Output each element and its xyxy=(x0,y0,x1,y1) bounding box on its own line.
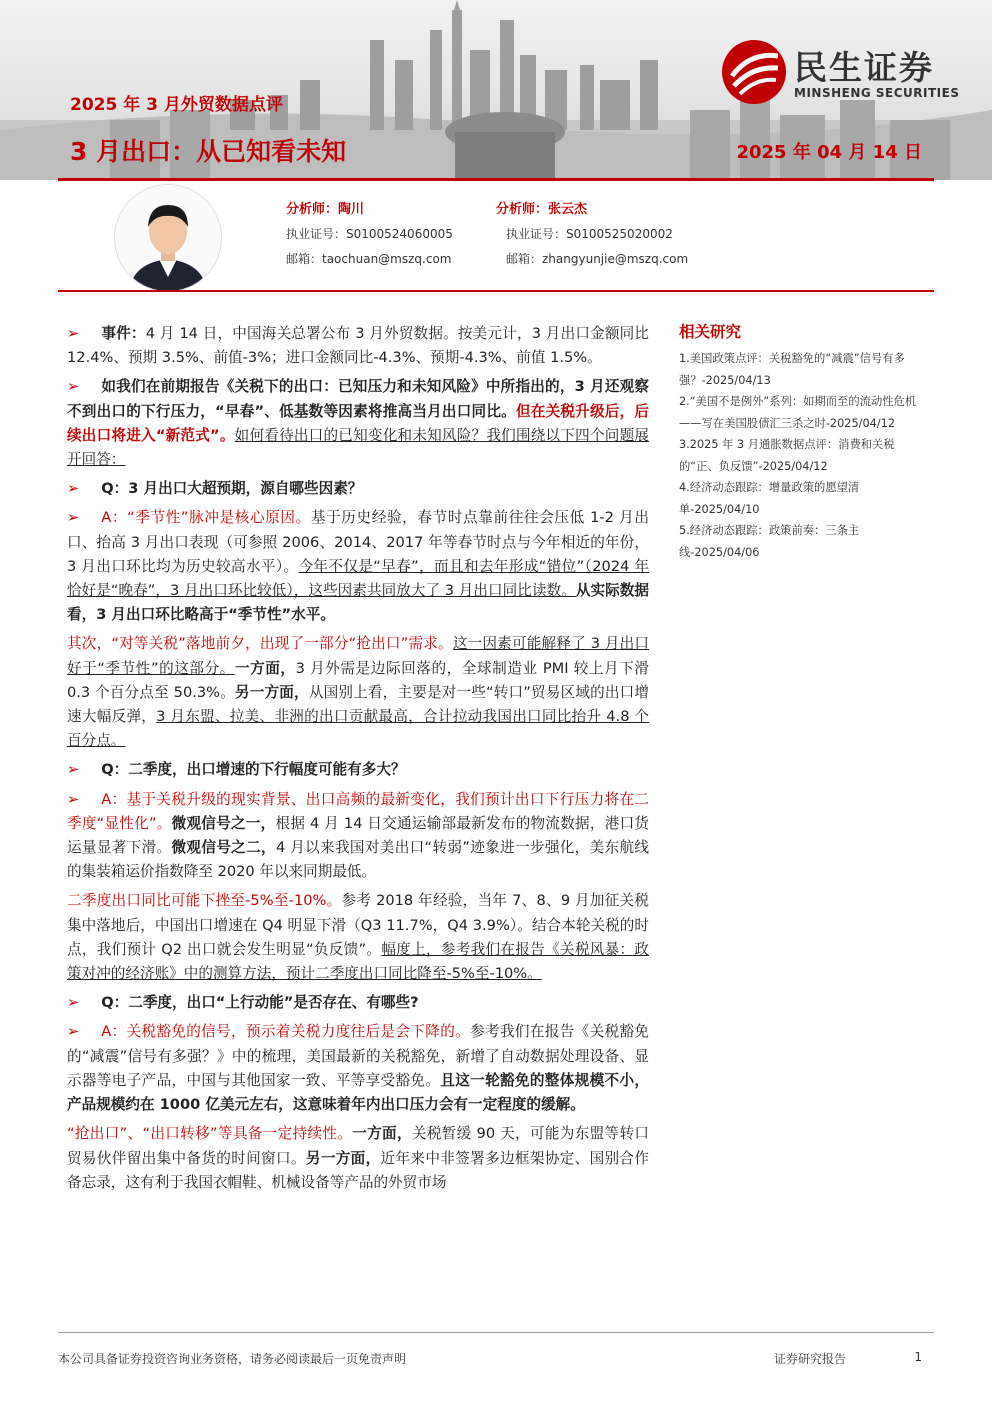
analyst-1-name: 分析师：陶川 xyxy=(286,202,365,217)
arrow-bullet-icon: ➢ xyxy=(67,509,80,527)
answer-1 xyxy=(67,506,649,627)
page-footer xyxy=(58,1332,934,1366)
arrow-bullet-icon: ➢ xyxy=(67,790,80,808)
answer-1b-text-1: 3 月外需是边际回落的，全球制造业 PMI 较上月下滑 0.3 个百分点至 50.3%。 xyxy=(67,659,649,701)
event-lead: 事件： xyxy=(101,325,146,342)
answer-2b-underline: 幅度上，参考我们在报告《关税风暴：政策对冲的经济账》中的测算方法，预计二季度出口同比降至-5%至-10%。 xyxy=(67,940,649,983)
analyst-2-name: 分析师：张云杰 xyxy=(496,202,588,217)
answer-1-text: 基于历史经验，春节时点靠前往往会压低 1-2 月出口、抬高 3 月出口表现（可参照 2006、2014、2017 年等春节时点与今年相近的年份，3 月出口环比均为历史较高水平）。 xyxy=(67,509,649,575)
analyst-2-email[interactable]: 邮箱：zhangyunjie@mszq.com xyxy=(506,252,689,266)
logo-text-en: MINSHENG SECURITIES xyxy=(794,86,960,100)
sidebar-title: 相关研究 xyxy=(679,323,742,341)
logo-text-cn: 民生证券 xyxy=(794,48,934,87)
answer-2-text-2: 4 月以来我国对美出口“转弱”迹象进一步强化，美东航线的集装箱运价指数降至 2020 年以来同期最低。 xyxy=(67,839,649,881)
analyst-1 xyxy=(286,197,453,272)
report-kicker: 2025 年 3 月外贸数据点评 xyxy=(70,95,283,115)
question-1-text: Q：3 月出口大超预期，源自哪些因素？ xyxy=(101,480,363,498)
event-text: 4 月 14 日，中国海关总署公布 3 月外贸数据。按美元计，3 月出口金额同比 12.4%、预期 3.5%、前值-3%；进口金额同比-4.3%、预期-4.3%、前值 1.5%。 xyxy=(67,325,649,367)
answer-2 xyxy=(67,788,649,885)
arrow-bullet-icon: ➢ xyxy=(67,994,80,1012)
answer-1b-red: 其次，“对等关税”落地前夕，出现了一部分“抢出口”需求。 xyxy=(67,635,453,653)
answer-3b-bold-1: 一方面， xyxy=(352,1125,412,1143)
minsheng-logo xyxy=(720,38,970,108)
report-date: 2025 年 04 月 14 日 xyxy=(736,142,922,163)
answer-3-text: 参考我们在报告《关税豁免的“减震”信号有多强？》中的梳理，美国最新的关税豁免，新增了自动数据处理设备、显示器等电子产品，中国与其他国家一致、平等享受豁免。 xyxy=(67,1023,649,1089)
related-research-item[interactable]: 4.经济动态跟踪：增量政策的愿望清单-2025/04/10 xyxy=(679,481,860,516)
answer-2-continued xyxy=(67,889,649,986)
answer-2b-text: 参考 2018 年经验，当年 7、8、9 月加征关税集中落地后，中国出口增速在 Q4 明显下滑（Q3 11.7%，Q4 3.9%）。结合本轮关税的时点，我们预计 Q2 出口就会发生明显“负反馈”。 xyxy=(67,892,649,958)
question-2-text: Q：二季度，出口增速的下行幅度可能有多大？ xyxy=(101,761,406,779)
analyst-divider xyxy=(58,290,934,292)
intro-underline: 如何看待出口的已知变化和未知风险？我们围绕以下四个问题展开回答： xyxy=(67,426,649,469)
answer-2-bold-1: 微观信号之一， xyxy=(171,814,276,832)
answer-2-bold-2: 微观信号之二， xyxy=(171,839,276,857)
answer-3b-text-2: 近年来中非签署多边框架协定、国别合作备忘录，这有利于我国衣帽鞋、机械设备等产品的外贸市场 xyxy=(67,1149,649,1191)
answer-3-bold: 且这一轮豁免的整体规模不小，产品规模约在 1000 亿美元左右，这意味着年内出口压力会有一定程度的缓解。 xyxy=(67,1071,649,1114)
question-2 xyxy=(67,758,649,782)
page-number: 1 xyxy=(914,1350,922,1364)
related-research-sidebar xyxy=(679,320,929,563)
intro-red: 但在关税升级后，后续出口将进入“新范式”。 xyxy=(67,402,649,444)
answer-1b-underline-2: 3 月东盟、拉美、非洲的出口贡献最高，合计拉动我国出口同比抬升 4.8 个百分点。 xyxy=(67,708,649,750)
analyst-1-cert: 执业证号：S0100524060005 xyxy=(286,227,453,241)
answer-3-continued xyxy=(67,1122,649,1195)
answer-1b-text-2: 从国别上看，主要是对一些“转口”贸易区域的出口增速大幅反弹， xyxy=(67,683,649,726)
question-3-text: Q：二季度，出口“上行动能”是否存在、有哪些? xyxy=(101,994,419,1012)
related-research-item[interactable]: 3.2025 年 3 月通胀数据点评：消费和关税的“正、负反馈”-2025/04/12 xyxy=(679,438,895,473)
related-research-item[interactable]: 5.经济动态跟踪：政策前奏：三条主线-2025/04/06 xyxy=(679,524,860,559)
analyst-2-cert: 执业证号：S0100525020002 xyxy=(506,227,673,241)
answer-1b-bold-2: 另一方面， xyxy=(234,683,309,701)
paragraph-event xyxy=(67,322,649,370)
report-title: 3 月出口：从已知看未知 xyxy=(70,137,347,166)
answer-1-continued xyxy=(67,632,649,753)
question-1 xyxy=(67,477,649,501)
arrow-bullet-icon: ➢ xyxy=(67,378,80,396)
header-banner xyxy=(0,0,992,180)
answer-1b-bold-1: 一方面， xyxy=(234,659,296,677)
arrow-bullet-icon: ➢ xyxy=(67,1023,80,1041)
answer-2-red: A：基于关税升级的现实背景、出口高频的最新变化，我们预计出口下行压力将在二季度“显性化”。 xyxy=(67,790,649,832)
footer-report-type: 证券研究报告 xyxy=(774,1352,847,1366)
answer-2b-red: 二季度出口同比可能下挫至-5%至-10%。 xyxy=(67,892,342,910)
answer-1-underline: 今年不仅是“早春”，而且和去年形成“错位”（2024 年恰好是“晚春”，3 月出口环比较低），这些因素共同放大了 3 月出口同比读数。 xyxy=(67,557,649,600)
arrow-bullet-icon: ➢ xyxy=(67,480,80,498)
answer-1b-underline: 这一因素可能解释了 3 月出口好于“季节性”的这部分。 xyxy=(67,635,649,677)
answer-3b-text-1: 关税暂缓 90 天，可能为东盟等转口贸易伙伴留出集中备货的时间窗口。 xyxy=(67,1125,649,1167)
answer-3-red: A：关税豁免的信号，预示着关税力度往后是会下降的。 xyxy=(101,1023,471,1041)
minsheng-logo-icon xyxy=(720,38,788,106)
answer-3b-red: “抢出口”、“出口转移”等具备一定持续性。 xyxy=(67,1125,353,1143)
arrow-bullet-icon: ➢ xyxy=(67,761,80,779)
answer-3b-bold-2: 另一方面， xyxy=(305,1149,381,1167)
avatar xyxy=(115,185,221,291)
answer-3 xyxy=(67,1020,649,1117)
paragraph-intro xyxy=(67,375,649,472)
arrow-bullet-icon: ➢ xyxy=(67,325,80,342)
related-research-item[interactable]: 2.“美国不是例外”系列：如期而至的流动性危机——写在美国股债汇三杀之时-2025/04/12 xyxy=(679,395,917,430)
analyst-2 xyxy=(496,197,688,272)
footer-disclaimer: 本公司具备证券投资咨询业务资格，请务必阅读最后一页免责声明 xyxy=(58,1352,407,1366)
report-body xyxy=(67,322,649,1200)
analyst-photo xyxy=(114,184,222,292)
answer-2-text-1: 根据 4 月 14 日交通运输部最新发布的物流数据，港口货运量显著下滑。 xyxy=(67,814,649,857)
header-divider xyxy=(58,178,934,181)
related-research-item[interactable]: 1.美国政策点评：关税豁免的“减震”信号有多强？-2025/04/13 xyxy=(679,352,905,387)
answer-1-red: A：“季节性”脉冲是核心原因。 xyxy=(101,509,311,527)
intro-bold: 如我们在前期报告《关税下的出口：已知压力和未知风险》中所指出的，3 月还观察不到出口的下行压力，“早春”、低基数等因素将推高当月出口同比。 xyxy=(67,378,649,420)
answer-1-bold: 从实际数据看，3 月出口环比略高于“季节性”水平。 xyxy=(67,582,649,624)
question-3 xyxy=(67,991,649,1015)
analyst-1-email[interactable]: 邮箱：taochuan@mszq.com xyxy=(286,252,452,266)
